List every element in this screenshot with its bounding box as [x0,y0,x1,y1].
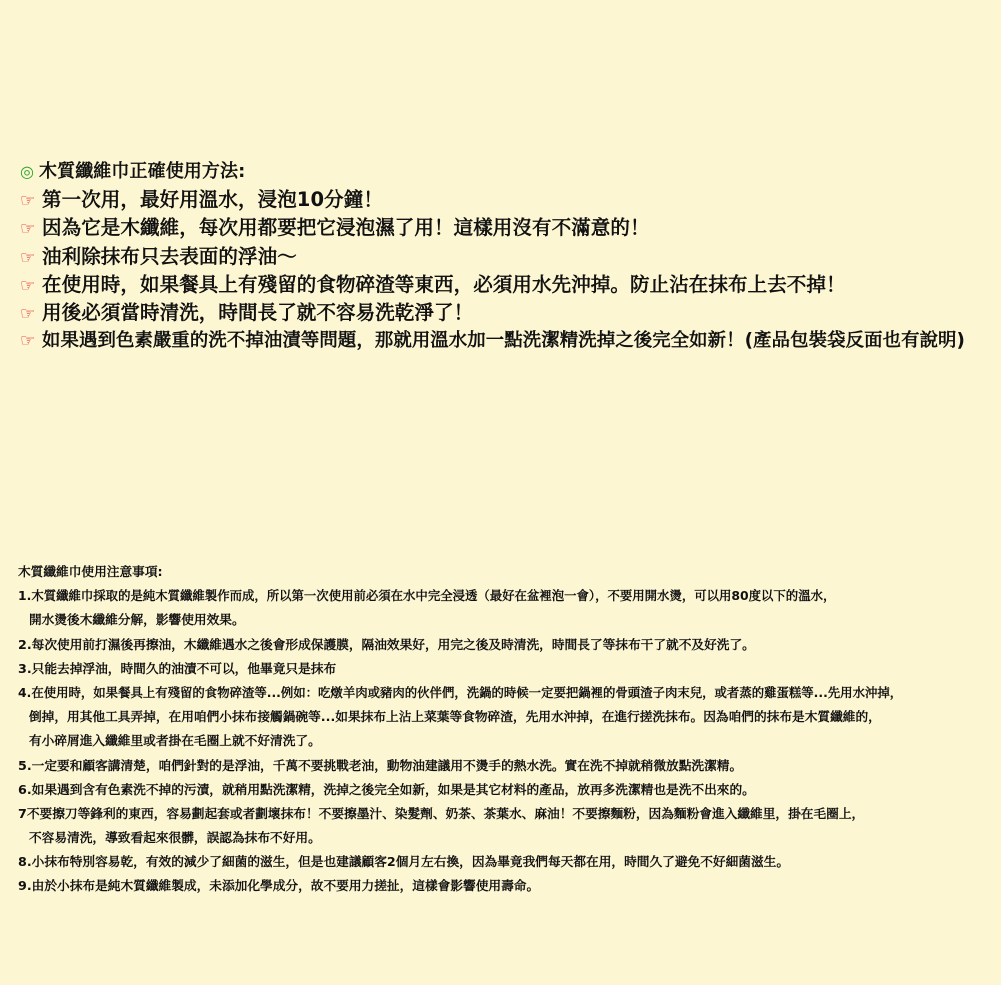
tip-text: 第一次用，最好用溫水，浸泡10分鐘！ [42,188,383,212]
note-line: 5.一定要和顧客講清楚，咱們針對的是浮油，千萬不要挑戰老油，動物油建議用不燙手的熱水洗。實在洗不掉就稍微放點洗潔精。 [18,757,743,773]
tip-text: 如果遇到色素嚴重的洗不掉油漬等問題，那就用溫水加一點洗潔精洗掉之後完全如新！(產品包裝袋反面也有說明) [42,330,966,352]
tip-item [20,271,995,299]
tip-item [20,186,995,214]
pointing-hand-icon: ☞ [20,275,36,296]
pointing-hand-icon: ☞ [20,331,36,352]
note-line: 2.每次使用前打濕後再擦油，木纖維遇水之後會形成保護膜，隔油效果好，用完之後及時清洗，時間長了等抹布干了就不及好洗了。 [18,636,755,652]
tip-item [20,214,995,242]
tip-item [20,243,995,271]
double-circle-icon: ◎ [20,162,35,181]
tip-text: 用後必須當時清洗，時間長了就不容易洗乾淨了！ [42,300,474,324]
note-line: 7不要擦刀等鋒利的東西，容易劃起套或者劃壞抹布！不要擦墨汁、染髮劑、奶茶、茶葉水、麻油！不要擦麵粉，因為麵粉會進入纖維里，掛在毛圈上， [18,805,865,821]
note-line: 4.在使用時，如果餐具上有殘留的食物碎渣等...例如：吃燉羊肉或豬肉的伙伴們，洗鍋的時候一定要把鍋裡的骨頭渣子肉末兒，或者蒸的雞蛋糕等...先用水沖掉， [18,684,903,700]
note-line: 有小碎屑進入纖維里或者掛在毛圈上就不好清洗了。 [29,733,321,749]
tip-text: 因為它是木纖維，每次用都要把它浸泡濕了用！這樣用沒有不滿意的！ [42,216,650,240]
pointing-hand-icon: ☞ [20,191,36,212]
tips-title-line [20,158,995,186]
tip-item [20,327,995,355]
pointing-hand-icon: ☞ [20,219,36,240]
note-line: 8.小抹布特別容易乾，有效的減少了細菌的滋生，但是也建議顧客2個月左右換，因為畢竟我們每天都在用，時間久了避免不好細菌滋生。 [18,854,790,870]
note-line: 倒掉，用其他工具弄掉，在用咱們小抹布接觸鍋碗等...如果抹布上沾上菜葉等食物碎渣，先用水沖掉，在進行搓洗抹布。因為咱們的抹布是木質纖維的， [29,709,881,725]
tip-text: 在使用時，如果餐具上有殘留的食物碎渣等東西，必須用水先沖掉。防止沾在抹布上去不掉！ [42,272,846,296]
note-line: 不容易清洗，導致看起來很髒，誤認為抹布不好用。 [29,830,321,846]
usage-notes [18,560,993,899]
note-line: 開水燙後木纖維分解，影響使用效果。 [29,612,245,628]
note-line: 3.只能去掉浮油，時間久的油漬不可以，他畢竟只是抹布 [18,660,337,676]
note-line: 6.如果遇到含有色素洗不掉的污漬，就稍用點洗潔精，洗掉之後完全如新，如果是其它材料的產品，放再多洗潔精也是洗不出來的。 [18,781,755,797]
tip-item [20,299,995,327]
usage-tips [20,158,995,355]
tips-title: 木質纖維巾正確使用方法: [39,161,246,182]
note-line: 9.由於小抹布是純木質纖維製成，未添加化學成分，故不要用力搓扯，這樣會影響使用壽命。 [18,878,540,894]
pointing-hand-icon: ☞ [20,247,36,268]
tip-text: 油利除抹布只去表面的浮油～ [42,244,297,268]
pointing-hand-icon: ☞ [20,303,36,324]
note-line: 1.木質纖維巾採取的是純木質纖維製作而成，所以第一次使用前必須在水中完全浸透（最好在盆裡泡一會），不要用開水燙，可以用80度以下的溫水， [18,588,836,604]
notes-title: 木質纖維巾使用注意事項: [18,564,163,579]
